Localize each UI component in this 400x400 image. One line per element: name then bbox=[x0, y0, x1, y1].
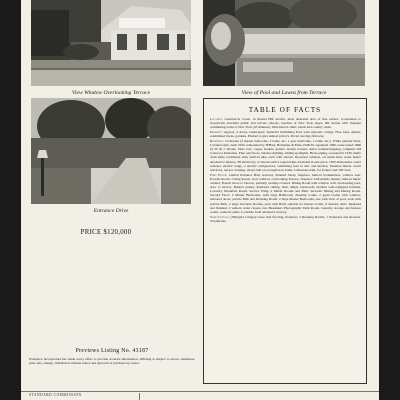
property-fact bbox=[210, 130, 361, 138]
table-of-facts-body bbox=[210, 117, 361, 380]
location-label: Location: bbox=[210, 117, 223, 121]
price: PRICE $120,000 bbox=[80, 229, 132, 236]
footer-label: STANDARD COMMISSION bbox=[29, 393, 82, 397]
location-fact bbox=[210, 117, 361, 129]
terrace-caption: View Window Overlooking Terrace bbox=[71, 90, 151, 96]
previews-listing-text: Exclusive Incorporated has made every effort to provide accurate information. Offering is subject to errors, omissions, prior sale, change, withdrawal without notice and approval of purchase by owner. bbox=[29, 357, 195, 366]
pool-caption: View of Pool and Lawns from Terrace bbox=[241, 90, 327, 96]
terrace-photo bbox=[31, 0, 191, 86]
table-of-facts-title: TABLE OF FACTS bbox=[248, 106, 322, 114]
cottage-label: Swim Cottage: bbox=[210, 214, 230, 219]
property-label: Property: bbox=[210, 129, 223, 134]
residence-fact bbox=[210, 139, 361, 172]
table-of-facts bbox=[203, 98, 367, 384]
first-floor-fact bbox=[210, 173, 361, 215]
first-floor-text: Central Entrance Hall, stairway. Paneled Study, fireplace, built-in bookshelves, window seat. Powder Room. Living Room, view window overlooking Terrace, fireplace with marble mantel, built-in music cabinet, French doors to Terrace, partially awning-covered. Dining Room with window wall overlooking pool, door to terrace. Butler's pantry, insulated ceiling, sink, ample cupboards; modern well-equipped Kitchen. Lavatory, Breakfast Room. Service Wing: 2 Maids' Rooms and Bath. Servants' Dining and Dining Room. Second Floor: 2 Master Bedrooms, with large Bathroom, dressing rooms, 2 guest rooms with window, mirrored doors, private Bath and Dressing Room. 2 large Master Bedrooms; one with view of pool, each with private Bath. 2 large Servants' Rooms, each with Bath, suitable for master rooms, if desired. Attic: Insulated and finished, 2 walk-in cedar closets, fan. Basement: Photographic Dark Room, Laundry, storage and furnace rooms, walk-in vaults. Lockable from attached Lavatory. bbox=[210, 172, 361, 214]
footer-divider bbox=[21, 391, 379, 392]
location-text: Greenwich, Conn., in Round Hill section, most desirable area of fine estates. Convenient to Greenwich excellent public and private schools, beaches of New York shops, RR station with frequent commuting trains to New York (45 minutes). Well-known clubs, beach and country clubs. bbox=[210, 117, 361, 130]
residence-label: Residence: bbox=[210, 138, 224, 143]
listing-page bbox=[21, 0, 379, 400]
cottage-text: (Shingled cottage); stone slab flooring, fireplace; 2 Dressing Rooms, 1 lavatories and showers. Townhouse. bbox=[210, 214, 361, 223]
cottage-fact bbox=[210, 215, 361, 223]
previews-listing bbox=[29, 348, 195, 365]
first-floor-label: First Floor: bbox=[210, 172, 228, 177]
drive-caption: Entrance Drive bbox=[93, 208, 129, 214]
pool-photo bbox=[203, 0, 365, 86]
residence-text: 10 Rooms (3 master bedrooms, 3 baths, inc. 1 gen. bedrooms, 1 baths, inc.). White painted brick, Colonial style, built 1930, remodeled by H'Hara, Hollander & Eben 1948-50, repainted 1960, redecorated 1966 by W. & J. Sloane. Slate roof, copper leaders, gutters, bronze screens, metal weatherstripping, complete 2M rockwool insulation. Fine oak floors, balance lighting, sliding spotlights. Brass piping, screened in 1930. Kelly clerk halls, traditional bath, built-in tubs, each with shower. Recessed cabinets, oil steam heat, water heater attached to furnace. FP electricity, 2 cisterns with 2 wiped baths. Included in sale price: 1950 dishwasher, water softener, electric range, 2 electric refrigerators, ventilating fans in attic and kitchen, Venetian blinds, storm windows, terrace awnings, shop's bell on wrought iron frame. Limestone trim, for lockers and 100' boat. bbox=[210, 138, 361, 172]
drive-photo bbox=[31, 98, 191, 204]
previews-listing-title: Previews Listing No. 43187 bbox=[75, 348, 149, 354]
property-text: Approx. 4 Acres, landscaped. Splendid Swimming Pool with adjacent cottage. Fine trees, shrubs, established lawns, gardens. Planted to give utmost privacy. Paved curving driveway. bbox=[210, 129, 361, 139]
